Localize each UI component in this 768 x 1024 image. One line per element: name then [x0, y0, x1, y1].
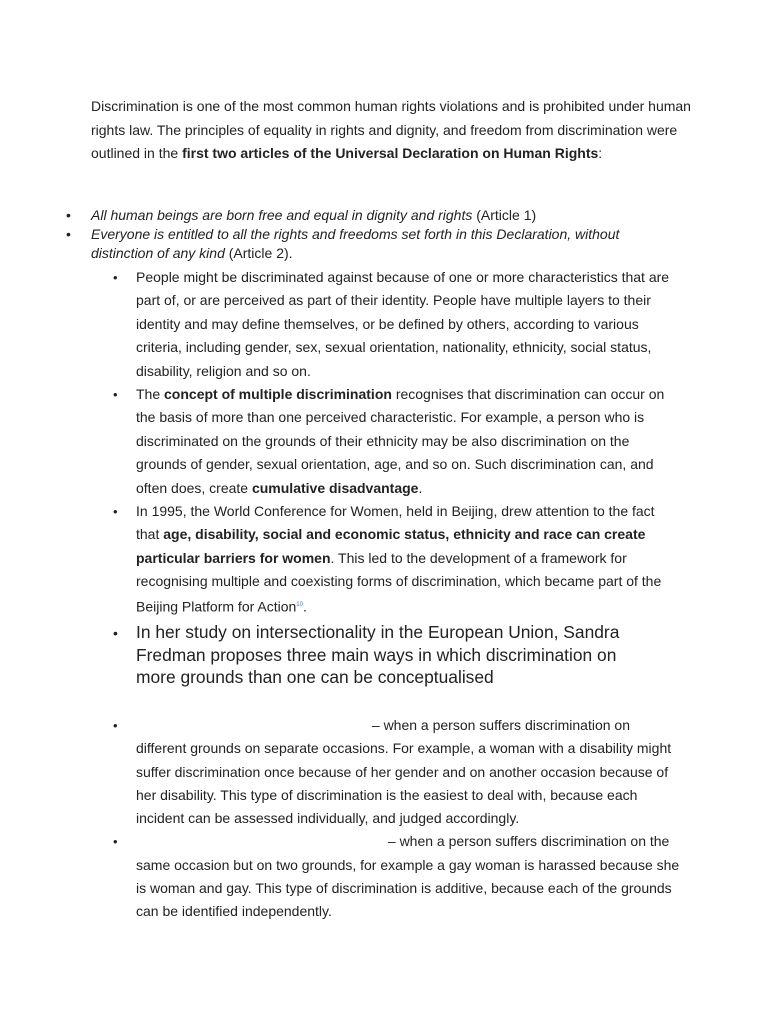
point-text: . This led to the development of a framework for recognising multiple and coexisting forms of discrimination, which became part of the Beijing Platform for Action: [136, 549, 662, 615]
point-text: People might be discriminated against because of one or more characteristics that are part of, or are perceived as part of their identity. People have multiple layers to their identity and may define themselves, or be defined by others, according to various criteria, including gender, sex, sexual orientation, nationality, ethnicity, social status, disability, religion and so on.: [136, 269, 670, 379]
section-heading: [0, 621, 656, 689]
point-bold: age, disability, social and economic status, ethnicity and race can create particular barriers for women: [136, 526, 646, 566]
point-item: [0, 266, 681, 383]
bullet-icon: •: [113, 270, 118, 285]
bullet-icon: •: [66, 226, 71, 242]
article-item: [0, 225, 651, 263]
intro-colon: :: [598, 145, 603, 161]
bullet-icon: •: [113, 504, 118, 520]
point-text: The: [136, 386, 165, 403]
point-bold: concept of multiple discrimination: [164, 386, 392, 403]
point-text: .: [418, 479, 423, 496]
type-item: [0, 830, 681, 923]
bullet-icon: •: [113, 625, 118, 641]
article-quote: Everyone is entitled to all the rights and freedoms set forth in this Declaration, without distinction of any kind: [91, 226, 620, 261]
bullet-icon: •: [113, 387, 118, 403]
section-heading-list: [0, 621, 768, 689]
bullet-icon: •: [66, 207, 71, 223]
type-text: – when a person suffers discrimination on different grounds on separate occasions. For example, a woman with a disability might suffer discrimination once because of her gender and on another occasion because of her disability. This type of discrimination is the easiest to deal with, because each incident can be assessed individually, and judged accordingly.: [136, 717, 672, 827]
article-item: [0, 206, 651, 225]
point-bold: cumulative disadvantage: [251, 479, 419, 496]
discrimination-types-list: [0, 714, 768, 924]
point-text: In 1995, the World Conference for Women, held in Beijing, drew attention to the fact that: [136, 503, 655, 543]
article-quote: All human beings are born free and equal in dignity and rights: [91, 207, 473, 223]
footnote-link[interactable]: 10: [296, 601, 303, 608]
intro-text: Discrimination is one of the most common human rights violations and is prohibited under human rights law. The principles of equality in rights and dignity, and freedom from discrimination were outlined in the: [91, 98, 691, 161]
point-text: .: [302, 598, 307, 615]
article-ref: (Article 1): [472, 207, 537, 223]
bullet-icon: •: [113, 834, 118, 850]
point-item: [0, 383, 681, 500]
intro-paragraph: [91, 95, 691, 166]
article-list: [0, 206, 768, 263]
bullet-icon: •: [113, 718, 118, 733]
points-list: [0, 266, 768, 619]
point-item: [0, 500, 681, 619]
type-text: – when a person suffers discrimination on the same occasion but on two grounds, for example a gay woman is harassed because she is woman and gay. This type of discrimination is additive, because each of the grounds can be identified independently.: [136, 833, 680, 920]
point-text: recognises that discrimination can occur on the basis of more than one perceived characteristic. For example, a person who is discriminated on the grounds of their ethnicity may be also discrimination on the grounds of gender, sexual orientation, age, and so on. Such discrimination can, and often does, create: [136, 386, 665, 496]
section-heading-text: In her study on intersectionality in the European Union, Sandra Fredman proposes three main ways in which discrimination on more grounds than one can be conceptualised: [136, 622, 620, 687]
article-ref: (Article 2).: [224, 245, 293, 261]
type-item: [0, 714, 681, 830]
intro-bold: first two articles of the Universal Declaration on Human Rights: [182, 145, 599, 161]
